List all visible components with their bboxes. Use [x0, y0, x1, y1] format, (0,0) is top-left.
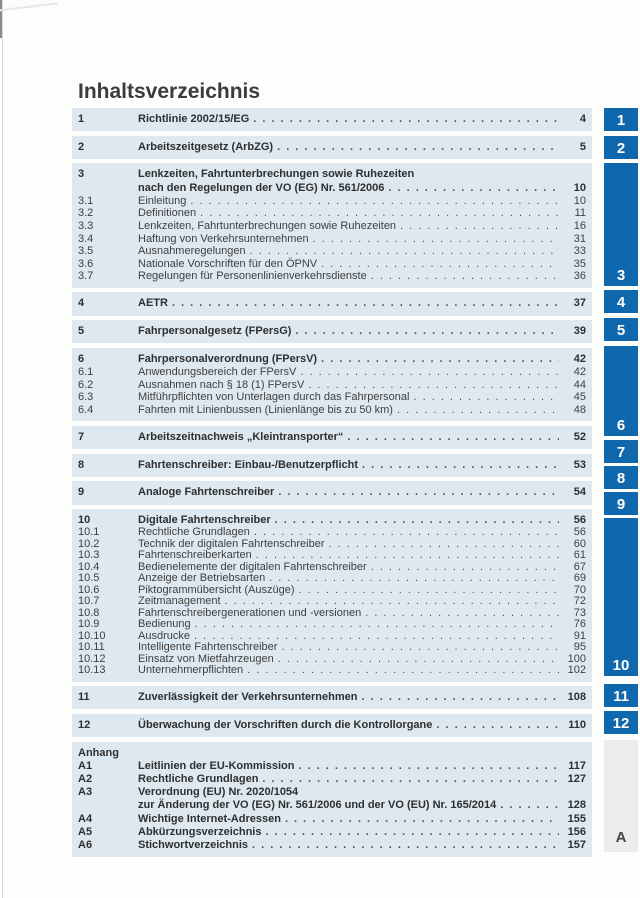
- toc-entry-number: 3.3: [78, 220, 94, 232]
- toc-block: [72, 481, 592, 504]
- toc-entry-title: Anzeige der Betriebsarten: [138, 572, 266, 585]
- chapter-tab-label: 12: [612, 715, 630, 732]
- dot-leader: [298, 760, 559, 771]
- toc-entry-page-number: 10: [573, 194, 586, 207]
- toc-entry-number: 5: [78, 325, 85, 338]
- toc-entry-number: 8: [78, 458, 85, 471]
- toc-row: [78, 719, 586, 732]
- page-title: Inhaltsverzeichnis: [78, 80, 261, 103]
- toc-entry-page-number: 67: [573, 560, 586, 573]
- dot-leader: [265, 826, 559, 837]
- toc-entry-number: A5: [78, 825, 93, 838]
- toc-entry-page-number: 48: [573, 403, 586, 416]
- toc-entry-title: Ausnahmen nach § 18 (1) FPersV: [138, 378, 305, 391]
- dot-leader: [278, 486, 559, 497]
- toc-entry-number: 10: [78, 514, 91, 527]
- toc-entry-number: 3.5: [78, 245, 94, 258]
- toc-entry-title: Fahrtenschreibergenerationen und -versionen: [138, 606, 362, 619]
- dot-leader: [195, 619, 559, 630]
- dot-leader: [321, 353, 559, 364]
- chapter-tab-2: [604, 136, 638, 159]
- toc-row: [78, 113, 586, 126]
- chapter-tab-label: 3: [616, 267, 626, 284]
- toc-row: [78, 233, 586, 246]
- appendix-tab-label: A: [615, 829, 627, 846]
- toc-entry-page-number: 56: [573, 526, 586, 539]
- toc-entry-number: 10.13: [78, 664, 106, 677]
- toc-row: [78, 813, 586, 826]
- toc-entry-number: 2: [78, 140, 85, 153]
- toc-entry-page-number: 42: [573, 352, 586, 365]
- toc-block: [72, 714, 592, 737]
- toc-row: [78, 220, 586, 233]
- dot-leader: [225, 596, 559, 607]
- scan-edge-artifact: [0, 2, 58, 12]
- toc-entry-page-number: 33: [573, 245, 586, 258]
- toc-entry-number: 6.2: [78, 378, 94, 391]
- toc-entry-page-number: 157: [567, 839, 586, 852]
- toc-entry-page-number: 128: [567, 799, 586, 812]
- dot-leader: [397, 404, 559, 415]
- toc-entry-number: A6: [78, 839, 93, 852]
- toc-entry-title: Unternehmerpflichten: [138, 664, 244, 677]
- chapter-tab-11: [604, 684, 638, 707]
- dot-leader: [413, 391, 559, 402]
- dot-leader: [308, 379, 559, 390]
- toc-entry-title: Nationale Vorschriften für den ÖPNV: [138, 257, 318, 270]
- toc-entry-number: 3: [78, 168, 85, 181]
- dot-leader: [281, 642, 559, 653]
- dot-leader: [361, 691, 559, 702]
- toc-entry-title: Definitionen: [138, 207, 197, 220]
- toc-entry-number: 10.1: [78, 526, 100, 539]
- toc-entry-number: 4: [78, 297, 85, 310]
- toc-entry-title: zur Änderung der VO (EG) Nr. 561/2006 und der VO (EU) Nr. 165/2014: [138, 799, 497, 812]
- toc-block: [72, 348, 592, 422]
- toc-entry-number: 10.10: [78, 629, 106, 642]
- dot-leader: [172, 297, 559, 308]
- dot-leader: [285, 813, 559, 824]
- toc-row: [78, 353, 586, 366]
- toc-entry-page-number: 5: [579, 140, 586, 153]
- toc-entry-number: 10.3: [78, 549, 100, 562]
- chapter-tab-label: 5: [616, 322, 626, 339]
- toc-entry-page-number: 60: [573, 537, 586, 550]
- dot-leader: [194, 631, 559, 642]
- dot-leader: [362, 459, 559, 470]
- chapter-tab-label: 7: [616, 444, 626, 461]
- toc-entry-page-number: 56: [573, 514, 586, 527]
- toc-row: [78, 195, 586, 208]
- toc-block: [72, 454, 592, 477]
- toc-block: [72, 509, 592, 682]
- toc-entry-number: 6.3: [78, 391, 94, 404]
- toc-entry-page-number: 110: [568, 718, 586, 731]
- dot-leader: [256, 550, 559, 561]
- toc-entry-page-number: 156: [567, 825, 586, 838]
- toc-entry-title: Haftung von Verkehrsunternehmen: [138, 232, 309, 245]
- dot-leader: [254, 527, 559, 538]
- toc-entry-page-number: 69: [573, 572, 586, 585]
- toc-entry-title: Ausdrucke: [138, 629, 190, 642]
- toc-entry-page-number: 45: [573, 391, 586, 404]
- toc-entry-number: 6.1: [78, 366, 94, 379]
- toc-entry-page-number: 155: [567, 812, 586, 825]
- toc-entry-page-number: 35: [573, 257, 586, 270]
- toc-entry-page-number: 54: [573, 486, 586, 499]
- toc-entry-page-number: 4: [579, 113, 586, 125]
- toc-entry-title: Intelligente Fahrtenschreiber: [138, 641, 278, 654]
- dot-leader: [277, 141, 559, 152]
- dot-leader: [275, 514, 559, 525]
- toc-entry-title: Fahrten mit Linienbussen (Linienlänge bis zu 50 km): [138, 403, 393, 416]
- toc-entry-page-number: 31: [573, 232, 586, 245]
- toc-entry-page-number: 117: [568, 759, 586, 772]
- toc-entry-page-number: 11: [574, 207, 586, 220]
- toc-row: [78, 691, 586, 704]
- toc-entry-number: 3.7: [78, 270, 94, 283]
- dot-leader: [388, 182, 559, 193]
- toc-entry-number: 10.4: [78, 560, 100, 573]
- toc-entry-number: 3.2: [78, 207, 94, 220]
- toc-entry-title: Piktogrammübersicht (Auszüge): [138, 583, 295, 596]
- chapter-tab-12: [604, 711, 638, 734]
- chapter-tab-label: 6: [616, 417, 626, 434]
- toc-entry-page-number: 91: [573, 629, 586, 642]
- toc-entry-title: Technik der digitalen Fahrtenschreiber: [138, 537, 325, 550]
- toc-entry-title: Bedienelemente der digitalen Fahrtenschreiber: [138, 560, 367, 573]
- toc-row: [78, 366, 586, 379]
- chapter-tab-6: [604, 346, 638, 436]
- chapter-tab-3: [604, 163, 638, 286]
- dot-leader: [300, 366, 559, 377]
- toc-entry-page-number: 53: [573, 458, 586, 471]
- toc-row: [78, 404, 586, 417]
- toc-entry-title: Stichwortverzeichnis: [138, 839, 249, 852]
- toc-row: [78, 245, 586, 258]
- toc-entry-page-number: 95: [573, 641, 586, 654]
- toc-entry-number: 10.11: [78, 641, 105, 654]
- dot-leader: [252, 839, 559, 850]
- toc-entry-title: Zuverlässigkeit der Verkehrsunternehmen: [138, 691, 358, 704]
- toc-entry-page-number: 39: [573, 325, 586, 338]
- toc-row: [78, 431, 586, 444]
- toc-row: [78, 168, 586, 181]
- toc-entry-number: 3.6: [78, 257, 94, 270]
- toc-entry-number: Anhang: [78, 746, 119, 759]
- toc-entry-title: Lenkzeiten, Fahrtunterbrechungen sowie Ruhezeiten: [138, 168, 415, 181]
- toc-entry-number: 10.2: [78, 537, 100, 550]
- toc-row: [78, 182, 586, 195]
- toc-entry-page-number: 70: [573, 583, 586, 596]
- toc-entry-page-number: 36: [573, 270, 586, 283]
- toc-row: [78, 391, 586, 404]
- toc-entry-number: A2: [78, 773, 93, 786]
- chapter-tab-1: [604, 108, 638, 131]
- chapter-tab-4: [604, 290, 638, 313]
- toc-entry-title: Leitlinien der EU-Kommission: [138, 759, 295, 772]
- toc-entry-title: Zeitmanagement: [138, 595, 221, 608]
- toc-entry-page-number: 100: [567, 652, 586, 665]
- dot-leader: [347, 431, 559, 442]
- toc-row: [78, 760, 586, 773]
- toc-entry-page-number: 42: [573, 366, 586, 379]
- toc-entry-title: Fahrtenschreiberkarten: [138, 549, 252, 562]
- toc-entry-title: Abkürzungsverzeichnis: [138, 825, 262, 838]
- toc-row: [78, 773, 586, 786]
- toc-row: [78, 459, 586, 472]
- dot-leader: [253, 113, 559, 124]
- toc-entry-page-number: 102: [567, 664, 586, 677]
- toc-entry-page-number: 44: [573, 378, 586, 391]
- chapter-tab-label: 10: [612, 657, 630, 674]
- chapter-tab-label: 2: [616, 140, 626, 157]
- toc-entry-page-number: 76: [573, 618, 586, 631]
- toc-row: [78, 297, 586, 310]
- toc-entry-title: Fahrpersonalverordnung (FPersV): [138, 352, 318, 365]
- toc-row: [78, 379, 586, 392]
- toc-entry-title: Fahrtenschreiber: Einbau-/Benutzerpflicht: [138, 458, 359, 471]
- toc-entry-title: Lenkzeiten, Fahrtunterbrechungen sowie Ruhezeiten: [138, 220, 397, 232]
- toc-entry-number: 10.12: [78, 652, 106, 665]
- toc-entry-number: 6.4: [78, 403, 94, 416]
- toc-entry-page-number: 16: [573, 220, 586, 232]
- toc-entry-number: 7: [78, 430, 85, 443]
- toc-entry-number: 12: [78, 718, 91, 731]
- chapter-tab-7: [604, 440, 638, 463]
- toc-entry-page-number: 10: [573, 181, 586, 194]
- toc-entry-page-number: 108: [567, 691, 586, 704]
- toc-block: [72, 292, 592, 315]
- toc-entry-title: Ausnahmeregelungen: [138, 245, 246, 258]
- chapter-tab-9: [604, 492, 638, 515]
- toc-entry-title: Arbeitszeitgesetz (ArbZG): [138, 140, 274, 153]
- dot-leader: [262, 773, 559, 784]
- toc-entry-number: 10.8: [78, 606, 100, 619]
- dot-leader: [321, 258, 559, 269]
- toc-block: [72, 163, 592, 288]
- toc-entry-number: 9: [78, 486, 85, 499]
- toc-block: [72, 686, 592, 709]
- toc-entry-title: Bedienung: [138, 618, 191, 631]
- toc-entry-title: Einleitung: [138, 194, 187, 207]
- toc-entry-number: 11: [78, 691, 90, 704]
- toc-entry-number: 10.9: [78, 618, 100, 631]
- chapter-tab-label: 4: [616, 294, 626, 311]
- toc-row: [78, 799, 586, 812]
- dot-leader: [269, 573, 559, 584]
- dot-leader: [278, 654, 559, 665]
- toc-entry-number: 3.4: [78, 232, 94, 245]
- toc-row: [78, 486, 586, 499]
- toc-entry-page-number: 73: [573, 606, 586, 619]
- appendix-tab-a: [604, 740, 638, 852]
- toc-entry-title: Richtlinie 2002/15/EG: [138, 113, 250, 125]
- toc-entry-title: Arbeitszeitnachweis „Kleintransporter“: [138, 430, 344, 443]
- toc-entry-title: Wichtige Internet-Adressen: [138, 812, 281, 825]
- dot-leader: [299, 585, 559, 596]
- dot-leader: [190, 195, 559, 206]
- dot-leader: [371, 270, 559, 281]
- toc-entry-number: 10.6: [78, 583, 100, 596]
- toc-entry-page-number: 52: [573, 430, 586, 443]
- toc-entry-title: nach den Regelungen der VO (EG) Nr. 561/2006: [138, 181, 385, 194]
- dot-leader: [250, 245, 559, 256]
- dot-leader: [371, 562, 559, 573]
- toc-entry-page-number: 72: [573, 595, 586, 608]
- toc-entry-title: Regelungen für Personenlinienverkehrsdienste: [138, 270, 367, 283]
- toc-block: [72, 108, 592, 131]
- toc-entry-title: Rechtliche Grundlagen: [138, 526, 250, 539]
- chapter-tab-10: [604, 518, 638, 676]
- toc-entry-title: Fahrpersonalgesetz (FPersG): [138, 325, 292, 338]
- toc-entry-number: 6: [78, 352, 85, 365]
- dot-leader: [329, 539, 560, 550]
- dot-leader: [365, 608, 559, 619]
- toc-entry-title: Mitführpflichten von Unterlagen durch das Fahrpersonal: [138, 391, 410, 404]
- toc-entry-title: Anwendungsbereich der FPersV: [138, 366, 297, 379]
- dot-leader: [500, 799, 559, 810]
- toc-row: [78, 665, 586, 677]
- dot-leader: [295, 325, 559, 336]
- toc-entry-number: A4: [78, 812, 93, 825]
- toc-row: [78, 747, 586, 760]
- toc-entry-number: A3: [78, 786, 93, 799]
- toc-entry-number: 10.7: [78, 595, 100, 608]
- toc-entry-number: 10.5: [78, 572, 100, 585]
- chapter-tab-label: 11: [613, 688, 629, 705]
- toc-row: [78, 207, 586, 220]
- toc-entry-number: 1: [78, 113, 85, 125]
- toc-row: [78, 839, 586, 852]
- scan-edge-line: [2, 0, 3, 898]
- toc-entry-title: AETR: [138, 297, 168, 310]
- toc-row: [78, 786, 586, 799]
- toc-entry-page-number: 61: [573, 549, 586, 562]
- toc-block: [72, 426, 592, 449]
- chapter-tab-label: 8: [616, 470, 626, 487]
- toc-entry-title: Einsatz von Mietfahrzeugen: [138, 652, 274, 665]
- toc-row: [78, 826, 586, 839]
- toc-entry-title: Verordnung (EU) Nr. 2020/1054: [138, 786, 299, 799]
- toc-entry-number: A1: [78, 759, 93, 772]
- toc-entry-title: Digitale Fahrtenschreiber: [138, 514, 271, 527]
- toc-row: [78, 141, 586, 154]
- toc-entry-title: Überwachung der Vorschriften durch die Kontrollorgane: [138, 718, 433, 731]
- toc-row: [78, 270, 586, 283]
- toc-block: [72, 320, 592, 343]
- chapter-tab-label: 1: [616, 112, 626, 129]
- chapter-tab-5: [604, 318, 638, 341]
- chapter-tab-8: [604, 466, 638, 489]
- toc-row: [78, 325, 586, 338]
- dot-leader: [247, 665, 559, 676]
- toc-entry-title: Rechtliche Grundlagen: [138, 773, 259, 786]
- toc-block: [72, 136, 592, 159]
- dot-leader: [313, 233, 559, 244]
- toc-entry-page-number: 127: [567, 773, 586, 786]
- dot-leader: [200, 207, 559, 218]
- toc-entry-page-number: 37: [573, 297, 586, 310]
- dot-leader: [400, 220, 559, 231]
- toc-entry-title: Analoge Fahrtenschreiber: [138, 486, 275, 499]
- toc-list: [72, 108, 592, 862]
- toc-block: [72, 742, 592, 858]
- chapter-tab-label: 9: [616, 496, 626, 513]
- dot-leader: [436, 719, 559, 730]
- toc-entry-number: 3.1: [78, 194, 94, 207]
- toc-row: [78, 258, 586, 271]
